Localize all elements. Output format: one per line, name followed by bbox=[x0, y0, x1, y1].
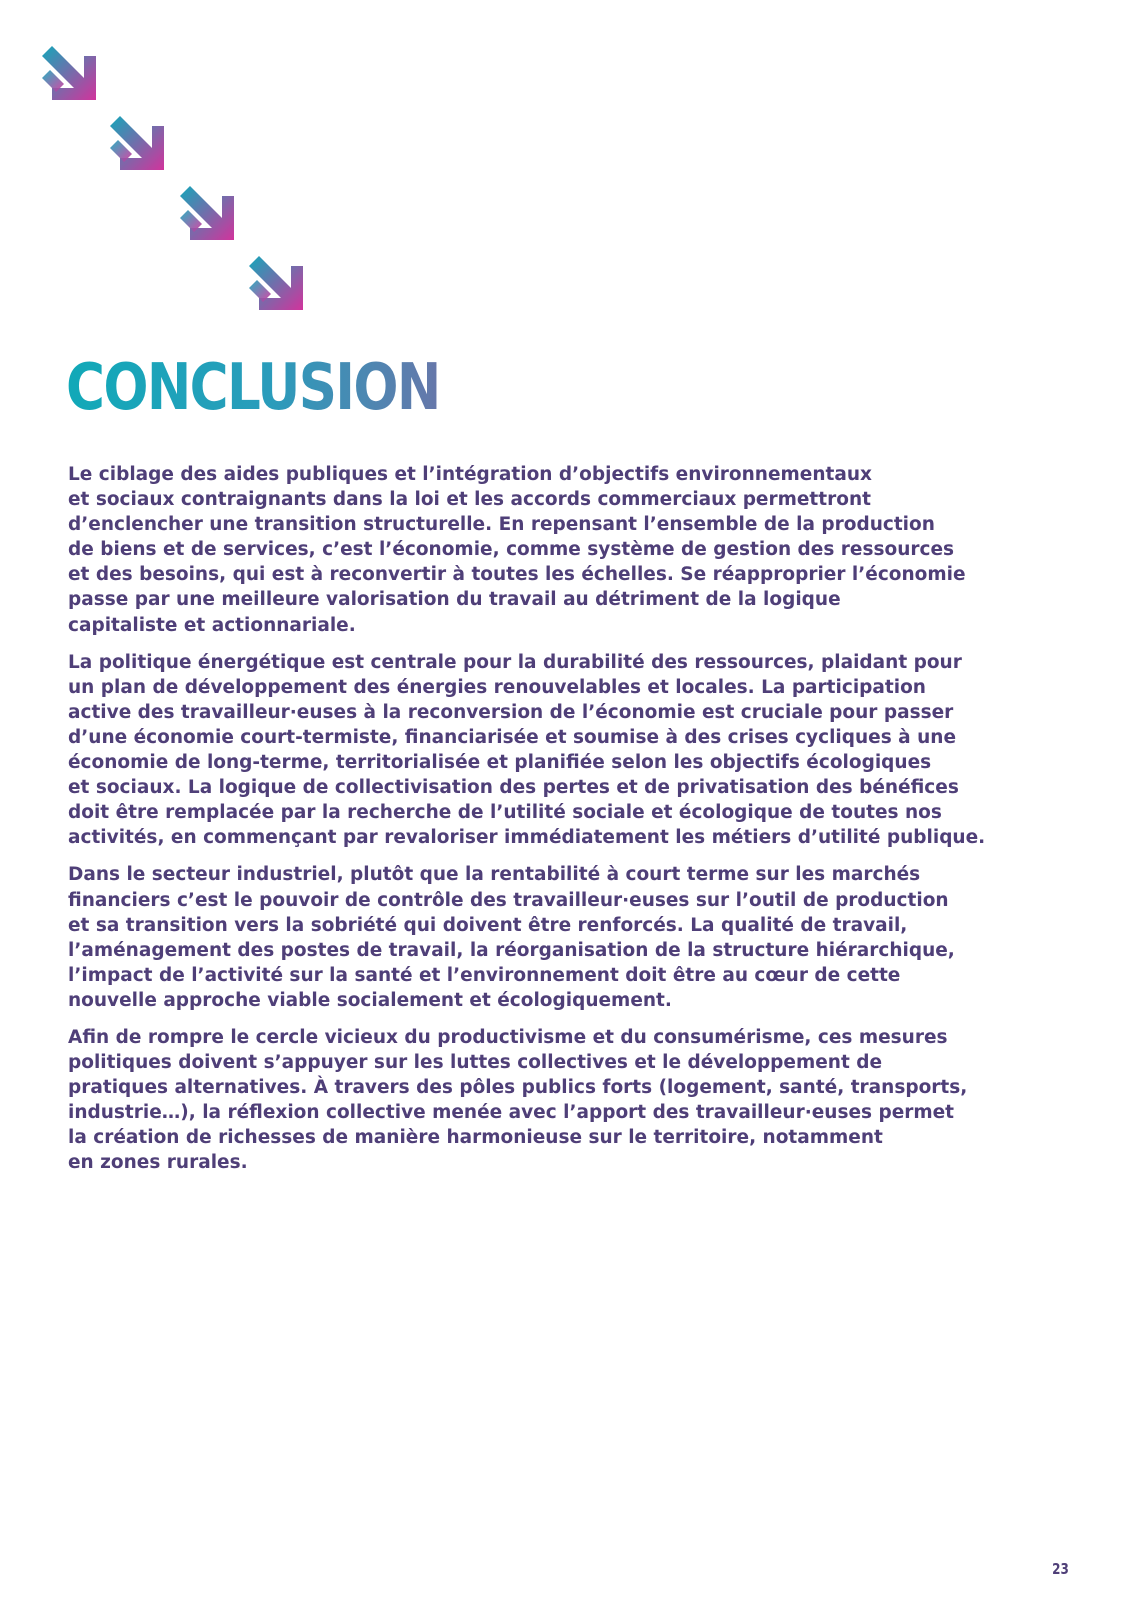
page-number: 23 bbox=[1052, 1560, 1069, 1578]
text-line: activités, en commençant par revaloriser immédiatement les métiers d’utilité publique. bbox=[68, 827, 986, 849]
text-line: l’impact de l’activité sur la santé et l’environnement doit être au cœur de cette bbox=[68, 964, 901, 986]
body-text bbox=[68, 462, 1043, 1188]
text-line: La politique énergétique est centrale pour la durabilité des ressources, plaidant pour bbox=[68, 651, 962, 673]
text-line: Afin de rompre le cercle vicieux du productivisme et du consumérisme, ces mesures bbox=[68, 1026, 948, 1048]
text-line: de biens et de services, c’est l’économie, comme système de gestion des ressources bbox=[68, 539, 955, 561]
text-line: et sociaux contraignants dans la loi et les accords commerciaux permettront bbox=[68, 489, 871, 511]
text-line: Le ciblage des aides publiques et l’intégration d’objectifs environnementaux bbox=[68, 464, 872, 485]
arrow-down-right-icon bbox=[176, 182, 244, 250]
page-title: CONCLUSION bbox=[66, 351, 440, 425]
text-line: un plan de développement des énergies renouvelables et locales. La participation bbox=[68, 676, 926, 698]
text-line: financiers c’est le pouvoir de contrôle des travailleur·euses sur l’outil de production bbox=[68, 889, 949, 911]
text-line: capitaliste et actionnariale. bbox=[68, 614, 356, 636]
paragraph bbox=[68, 862, 1043, 1013]
text-line: et des besoins, qui est à reconvertir à toutes les échelles. Se réapproprier l’économie bbox=[68, 564, 966, 586]
text-line: d’enclencher une transition structurelle. En repensant l’ensemble de la production bbox=[68, 514, 935, 536]
text-line: en zones rurales. bbox=[68, 1152, 248, 1174]
text-line: passe par une meilleure valorisation du travail au détriment de la logique bbox=[68, 589, 841, 611]
text-line: pratiques alternatives. À travers des pôles publics forts (logement, santé, transports, bbox=[68, 1077, 968, 1099]
text-line: l’aménagement des postes de travail, la réorganisation de la structure hiérarchique, bbox=[68, 939, 955, 961]
arrow-down-right-icon bbox=[245, 252, 313, 320]
text-line: politiques doivent s’appuyer sur les luttes collectives et le développement de bbox=[68, 1052, 883, 1074]
paragraph bbox=[68, 462, 1043, 638]
text-line: Dans le secteur industriel, plutôt que la rentabilité à court terme sur les marchés bbox=[68, 864, 921, 886]
text-line: industrie…), la réflexion collective menée avec l’apport des travailleur·euses permet bbox=[68, 1102, 955, 1124]
text-line: doit être remplacée par la recherche de l’utilité sociale et écologique de toutes nos bbox=[68, 802, 942, 824]
text-line: économie de long-terme, territorialisée et planifiée selon les objectifs écologiques bbox=[68, 752, 932, 774]
text-line: et sociaux. La logique de collectivisation des pertes et de privatisation des bénéfices bbox=[68, 777, 959, 799]
paragraph bbox=[68, 1025, 1043, 1176]
text-line: et sa transition vers la sobriété qui doivent être renforcés. La qualité de travail, bbox=[68, 914, 908, 936]
text-line: la création de richesses de manière harmonieuse sur le territoire, notamment bbox=[68, 1127, 883, 1149]
arrow-down-right-icon bbox=[38, 42, 106, 110]
text-line: d’une économie court-termiste, financiarisée et soumise à des crises cycliques à une bbox=[68, 726, 956, 748]
text-line: active des travailleur·euses à la reconversion de l’économie est cruciale pour passer bbox=[68, 701, 954, 723]
decorative-arrows bbox=[0, 0, 360, 340]
paragraph bbox=[68, 650, 1043, 851]
arrow-down-right-icon bbox=[106, 112, 174, 180]
text-line: nouvelle approche viable socialement et écologiquement. bbox=[68, 989, 672, 1011]
